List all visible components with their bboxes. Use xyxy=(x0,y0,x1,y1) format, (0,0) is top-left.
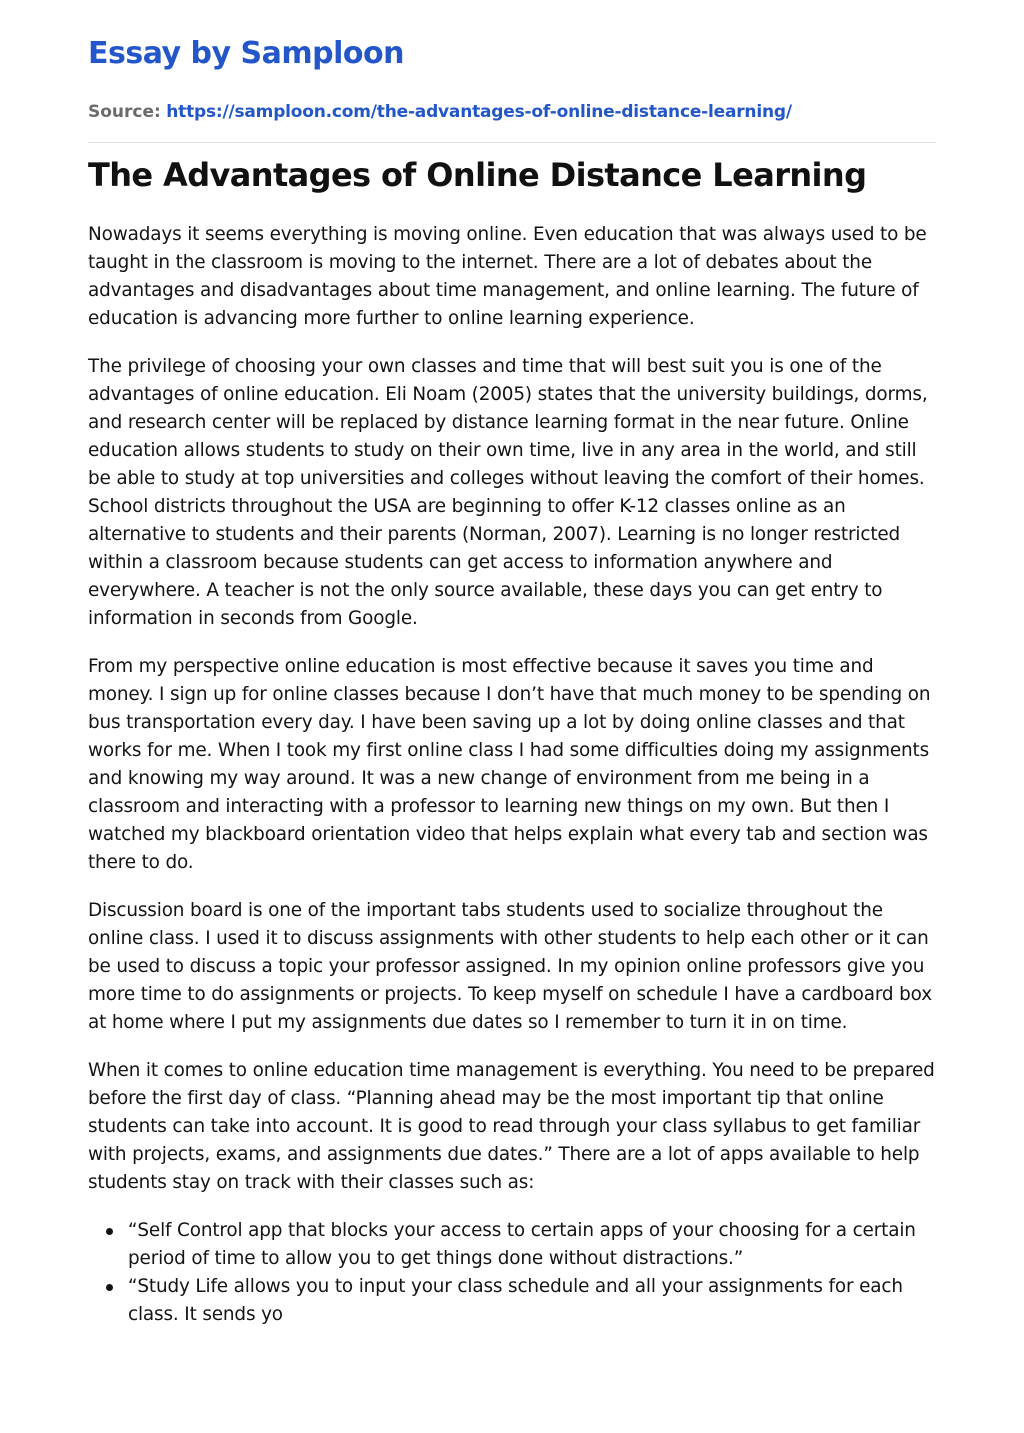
list-item: “Study Life allows you to input your class schedule and all your assignments for each class. It sends yo xyxy=(128,1273,936,1329)
list-item: “Self Control app that blocks your access to certain apps of your choosing for a certain period of time to allow you to get things done without distractions.” xyxy=(128,1217,936,1273)
paragraph-3: From my perspective online education is most effective because it saves you time and money. I sign up for online classes because I don’t have that much money to be spending on bus transportation every day. I have been saving up a lot by doing online classes and that works for me. When I took my first online class I had some difficulties doing my assignments and knowing my way around. It was a new change of environment from me being in a classroom and interacting with a professor to learning new things on my own. But then I watched my blackboard orientation video that helps explain what every tab and section was there to do. xyxy=(88,656,931,873)
site-brand: Essay by Samploon xyxy=(88,36,404,71)
paragraph-2: The privilege of choosing your own classes and time that will best suit you is one of the advantages of online education. Eli Noam (2005) states that the university buildings, dorms, and research center will be replaced by distance learning format in the near future. Online education allows students to study on their own time, live in any area in the world, and still be able to study at top universities and colleges without leaving the comfort of their homes. School districts throughout the USA are beginning to offer K-12 classes online as an alternative to students and their parents (Norman, 2007). Learning is no longer restricted within a classroom because students can get access to information anywhere and everywhere. A teacher is not the only source available, these days you can get entry to information in seconds from Google. xyxy=(88,356,928,629)
source-link[interactable]: https://samploon.com/the-advantages-of-online-distance-learning/ xyxy=(166,102,792,122)
essay-title: The Advantages of Online Distance Learning xyxy=(88,156,867,194)
header-divider xyxy=(88,142,936,143)
paragraph-1: Nowadays it seems everything is moving online. Even education that was always used to be taught in the classroom is moving to the internet. There are a lot of debates about the advantages and disadvantages about time management, and online learning. The future of education is advancing more further to online learning experience. xyxy=(88,224,927,329)
paragraph-4: Discussion board is one of the important tabs students used to socialize throughout the online class. I used it to discuss assignments with other students to help each other or it can be used to discuss a topic your professor assigned. In my opinion online professors give you more time to do assignments or projects. To keep myself on schedule I have a cardboard box at home where I put my assignments due dates so I remember to turn it in on time. xyxy=(88,900,932,1033)
paragraph-5: When it comes to online education time management is everything. You need to be prepared before the first day of class. “Planning ahead may be the most important tip that online students can take into account. It is good to read through your class syllabus to get familiar with projects, exams, and assignments due dates.” There are a lot of apps available to help students stay on track with their classes such as: xyxy=(88,1060,935,1193)
source-line xyxy=(88,102,792,122)
source-label: Source: xyxy=(88,102,161,122)
essay-body xyxy=(88,221,936,1329)
app-list xyxy=(88,1217,936,1329)
